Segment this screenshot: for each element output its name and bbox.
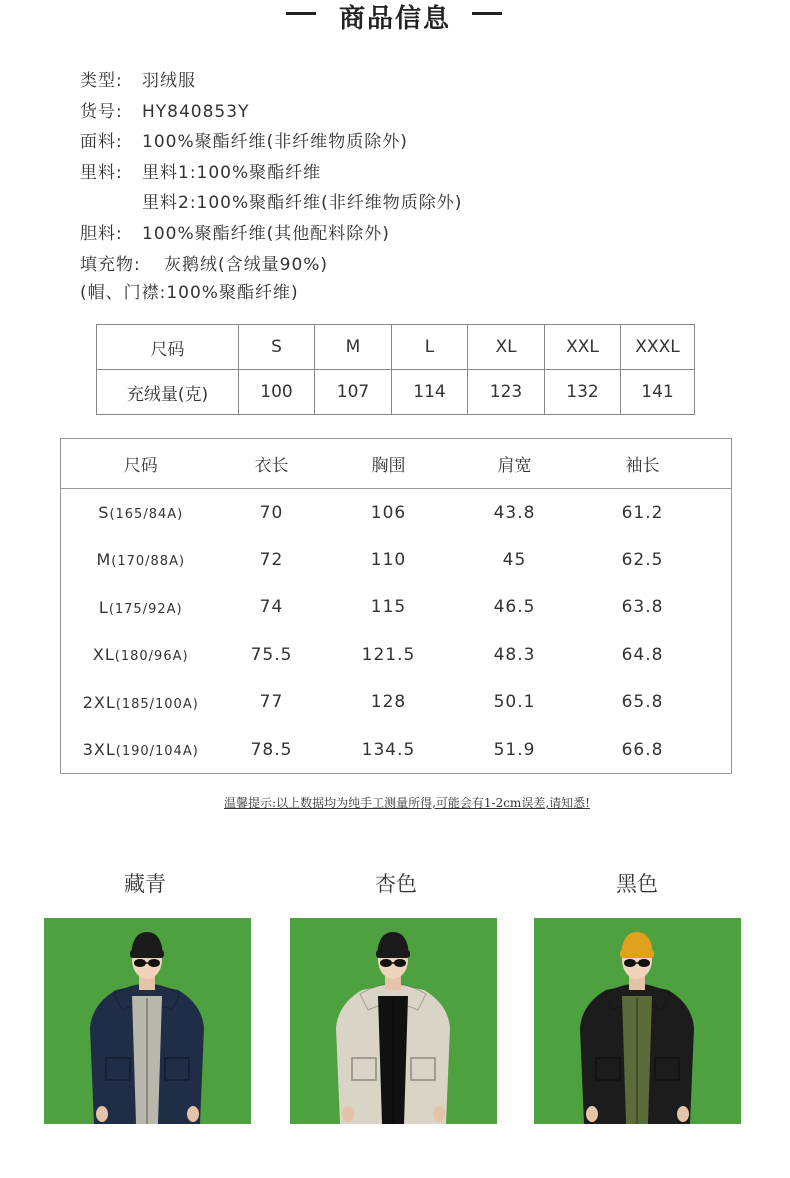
table-row xyxy=(61,679,732,727)
info-lining-2 xyxy=(142,188,462,213)
shoulder-cell: 50.1 xyxy=(493,692,536,713)
length-cell: 78.5 xyxy=(250,739,293,760)
sunglasses-left xyxy=(380,959,392,967)
fill-table-value: 100 xyxy=(239,370,315,415)
info-bladder-value: 100%聚酯纤维(其他配料除外) xyxy=(142,224,390,244)
fill-table-size: XL xyxy=(468,325,545,370)
size-label: 2XL xyxy=(82,692,116,712)
size-chart-header-row xyxy=(61,439,732,489)
sunglasses-right xyxy=(394,959,406,967)
shoulder-cell: 46.5 xyxy=(493,597,536,618)
sleeve-cell: 61.2 xyxy=(621,502,664,523)
size-chart-header: 尺码 xyxy=(61,439,221,489)
fill-table-value: 141 xyxy=(621,370,695,415)
info-sku-label: 货号: xyxy=(80,102,123,122)
size-chart-header: 肩宽 xyxy=(455,439,575,489)
info-filling xyxy=(80,250,328,275)
table-row xyxy=(61,726,732,774)
size-label: XL xyxy=(92,645,115,665)
size-chart-header: 袖长 xyxy=(575,439,711,489)
size-label: L xyxy=(98,597,109,617)
length-cell: 77 xyxy=(259,692,284,713)
fill-table-size: M xyxy=(315,325,392,370)
info-bladder-label: 胆料: xyxy=(80,224,123,244)
size-cell xyxy=(61,726,221,774)
size-chart-header-spacer xyxy=(711,439,732,489)
sleeve-cell: 66.8 xyxy=(621,739,664,760)
size-chart-table xyxy=(60,438,732,774)
beanie-band xyxy=(130,950,164,958)
header-left-dash xyxy=(286,12,316,15)
fill-table-label-size: 尺码 xyxy=(97,325,239,370)
size-cell xyxy=(61,536,221,584)
fill-table-size: XXL xyxy=(545,325,621,370)
size-chart-header: 胸围 xyxy=(323,439,455,489)
fill-table-value: 107 xyxy=(315,370,392,415)
info-hood xyxy=(80,278,299,303)
hand-left xyxy=(96,1106,108,1122)
header-right-dash xyxy=(472,12,502,15)
fill-table-value: 114 xyxy=(392,370,468,415)
info-type xyxy=(80,66,196,91)
color-photo-navy[interactable] xyxy=(44,918,251,1124)
section-title: 商品信息 xyxy=(338,4,451,34)
hand-right xyxy=(677,1106,689,1122)
sleeve-cell: 65.8 xyxy=(621,692,664,713)
color-photo-apricot[interactable] xyxy=(290,918,497,1124)
info-type-label: 类型: xyxy=(80,71,123,91)
info-lining-label: 里料: xyxy=(80,163,123,183)
length-cell: 75.5 xyxy=(250,644,293,665)
info-bladder xyxy=(80,219,390,244)
info-hood-value: (帽、门襟:100%聚酯纤维) xyxy=(80,283,299,303)
size-spec: (185/100A) xyxy=(115,696,199,712)
table-row xyxy=(61,631,732,679)
hand-right xyxy=(433,1106,445,1122)
size-cell xyxy=(61,679,221,727)
sunglasses-left xyxy=(134,959,146,967)
shoulder-cell: 45 xyxy=(502,549,527,570)
color-photo-black[interactable] xyxy=(534,918,741,1124)
size-cell xyxy=(61,631,221,679)
fill-table-size: S xyxy=(239,325,315,370)
measurement-tip: 温馨提示:以上数据均为纯手工测量所得,可能会有1-2cm误差,请知悉! xyxy=(224,796,590,810)
size-cell xyxy=(61,489,221,537)
info-lining-value-2: 里料2:100%聚酯纤维(非纤维物质除外) xyxy=(142,193,463,213)
table-row xyxy=(61,584,732,632)
model-illustration xyxy=(290,918,497,1124)
shoulder-cell: 51.9 xyxy=(493,739,536,760)
length-cell: 72 xyxy=(259,549,284,570)
chest-cell: 106 xyxy=(370,502,407,523)
shoulder-cell: 43.8 xyxy=(493,502,536,523)
info-lining xyxy=(80,158,321,183)
sunglasses-right xyxy=(148,959,160,967)
size-spec: (180/96A) xyxy=(114,649,189,665)
fill-table-size: XXXL xyxy=(621,325,695,370)
color-name-apricot: 杏色 xyxy=(375,872,417,896)
chest-cell: 121.5 xyxy=(361,644,416,665)
hand-right xyxy=(187,1106,199,1122)
hand-left xyxy=(342,1106,354,1122)
hand-left xyxy=(586,1106,598,1122)
info-lining-value-1: 里料1:100%聚酯纤维 xyxy=(142,163,322,183)
chest-cell: 128 xyxy=(370,692,407,713)
size-spec: (190/104A) xyxy=(115,744,199,759)
fill-table-label-fill: 充绒量(克) xyxy=(97,370,239,415)
table-row xyxy=(61,536,732,584)
info-filling-value: 灰鹅绒(含绒量90%) xyxy=(164,255,329,275)
model-illustration xyxy=(534,918,741,1124)
color-name-navy: 藏青 xyxy=(124,872,166,896)
beanie-band xyxy=(620,950,654,958)
fill-table-value: 123 xyxy=(468,370,545,415)
chest-cell: 110 xyxy=(370,549,407,570)
size-spec: (175/92A) xyxy=(108,601,183,617)
fill-table-value: 132 xyxy=(545,370,621,415)
chest-cell: 134.5 xyxy=(361,739,416,760)
fill-table-size-row xyxy=(97,325,695,370)
table-row xyxy=(61,489,732,537)
sleeve-cell: 64.8 xyxy=(621,644,664,665)
model-illustration xyxy=(44,918,251,1124)
info-filling-label: 填充物: xyxy=(80,255,141,275)
size-spec: (165/84A) xyxy=(109,507,184,522)
size-label: S xyxy=(98,503,110,522)
size-chart-header: 衣长 xyxy=(221,439,323,489)
length-cell: 74 xyxy=(259,597,284,618)
info-fabric-value: 100%聚酯纤维(非纤维物质除外) xyxy=(142,132,408,152)
chest-cell: 115 xyxy=(370,597,407,618)
fill-weight-table xyxy=(96,324,695,415)
info-sku-value: HY840853Y xyxy=(142,102,250,122)
size-cell xyxy=(61,584,221,632)
sunglasses-left xyxy=(624,959,636,967)
color-name-black: 黑色 xyxy=(616,872,658,896)
beanie-band xyxy=(376,950,410,958)
info-fabric-label: 面料: xyxy=(80,132,123,152)
sleeve-cell: 62.5 xyxy=(621,549,664,570)
section-header xyxy=(0,0,790,36)
shoulder-cell: 48.3 xyxy=(493,644,536,665)
size-label: M xyxy=(96,550,112,570)
size-spec: (170/88A) xyxy=(111,554,186,570)
info-sku xyxy=(80,97,249,122)
size-label: 3XL xyxy=(82,740,116,759)
length-cell: 70 xyxy=(259,502,284,523)
sleeve-cell: 63.8 xyxy=(621,597,664,618)
info-fabric xyxy=(80,127,408,152)
info-type-value: 羽绒服 xyxy=(142,71,196,91)
sunglasses-right xyxy=(638,959,650,967)
fill-table-fill-row xyxy=(97,370,695,415)
fill-table-size: L xyxy=(392,325,468,370)
